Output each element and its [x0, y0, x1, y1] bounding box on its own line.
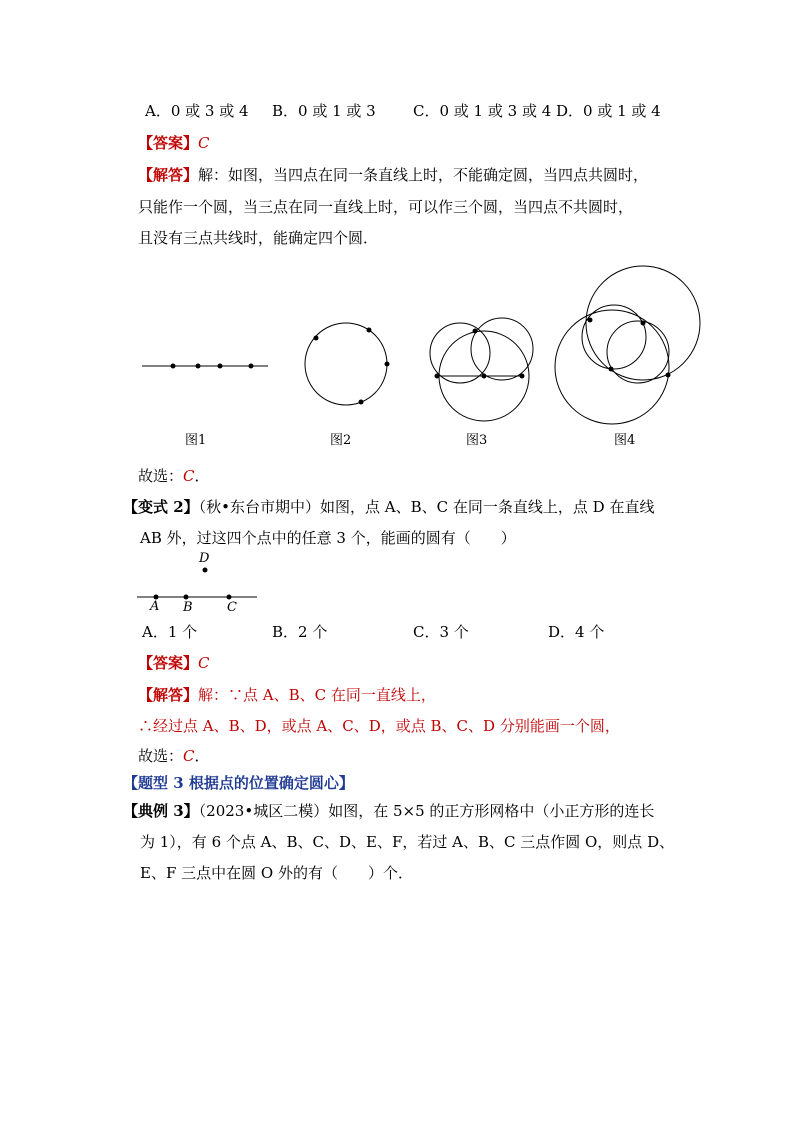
conclusion-value: C — [183, 747, 195, 765]
point-label-b: B — [183, 600, 193, 615]
fig2-caption: 图2 — [330, 433, 352, 448]
point-label-c: C — [227, 600, 237, 615]
point-label-a: A — [150, 599, 160, 614]
conclusion-prefix: 故选： — [138, 747, 184, 765]
variant2-answer — [138, 653, 210, 673]
variant2-stem-line-1 — [123, 497, 654, 517]
answer-value: C — [198, 654, 210, 672]
variant2-option-d: D．4 个 — [548, 623, 605, 641]
fig1-line — [142, 364, 268, 369]
example3-line-2: 为 1），有 6 个点 A、B、C、D、E、F，若过 A、B、C 三点作圆 O，则点 D、 — [140, 833, 675, 851]
example3-line-1 — [123, 801, 654, 821]
answer-tag: 【答案】 — [138, 134, 199, 152]
fig1-caption: 图1 — [185, 433, 207, 448]
answer-value: C — [198, 134, 210, 152]
conclusion-suffix: ． — [194, 467, 210, 485]
solution-text: 解：如图，当四点在同一条直线上时，不能确定圆，当四点共圆时， — [198, 166, 649, 184]
variant2-option-b: B．2 个 — [272, 623, 328, 641]
conclusion-value: C — [183, 467, 195, 485]
answer-tag: 【答案】 — [138, 654, 199, 672]
q1-option-d: D．0 或 1 或 4 — [556, 102, 661, 120]
variant2-stem-text: （秋•东台市期中）如图，点 A、B、C 在同一条直线上，点 D 在直线 — [198, 498, 655, 516]
q1-conclusion — [138, 466, 210, 486]
variant2-option-c: C．3 个 — [413, 623, 469, 641]
q1-answer — [138, 133, 210, 153]
fig3-circles — [430, 318, 533, 421]
variant2-conclusion — [138, 746, 210, 766]
fig2-circle — [305, 323, 390, 405]
solution-tag: 【解答】 — [138, 166, 199, 184]
variant2-figure — [137, 568, 257, 600]
solution-text: 解：∵点 A、B、C 在同一直线上， — [198, 686, 436, 704]
q1-option-c: C．0 或 1 或 3 或 4 — [413, 102, 552, 120]
variant2-solution-line-1 — [138, 685, 436, 705]
q1-option-b: B．0 或 1 或 3 — [272, 102, 376, 120]
example3-line-3: E、F 三点中在圆 O 外的有（ ）个． — [140, 864, 413, 882]
point-label-d: D — [199, 551, 210, 566]
q1-solution-line-2: 只能作一个圆，当三点在同一直线上时，可以作三个圆，当四点不共圆时， — [138, 198, 634, 216]
variant2-tag: 【变式 2】 — [123, 498, 199, 516]
q1-solution-line-3: 且没有三点共线时，能确定四个圆． — [138, 229, 379, 247]
variant2-stem-line-2: AB 外，过这四个点中的任意 3 个，能画的圆有（ ） — [140, 529, 516, 547]
example3-tag: 【典例 3】 — [123, 802, 199, 820]
variant2-solution-line-2: ∴经过点 A、B、D，或点 A、C、D，或点 B、C、D 分别能画一个圆， — [138, 717, 620, 735]
q1-solution-line-1 — [138, 165, 648, 185]
example3-text: （2023•城区二模）如图，在 5×5 的正方形网格中（小正方形的连长 — [198, 802, 655, 820]
fig3-caption: 图3 — [466, 433, 488, 448]
topic3-heading: 【题型 3 根据点的位置确定圆心】 — [123, 774, 354, 792]
solution-tag: 【解答】 — [138, 686, 199, 704]
conclusion-suffix: ． — [194, 747, 210, 765]
variant2-option-a: A．1 个 — [142, 623, 198, 641]
fig4-circles — [555, 266, 700, 424]
q1-option-a: A．0 或 3 或 4 — [145, 102, 249, 120]
fig4-caption: 图4 — [614, 433, 636, 448]
conclusion-prefix: 故选： — [138, 467, 184, 485]
